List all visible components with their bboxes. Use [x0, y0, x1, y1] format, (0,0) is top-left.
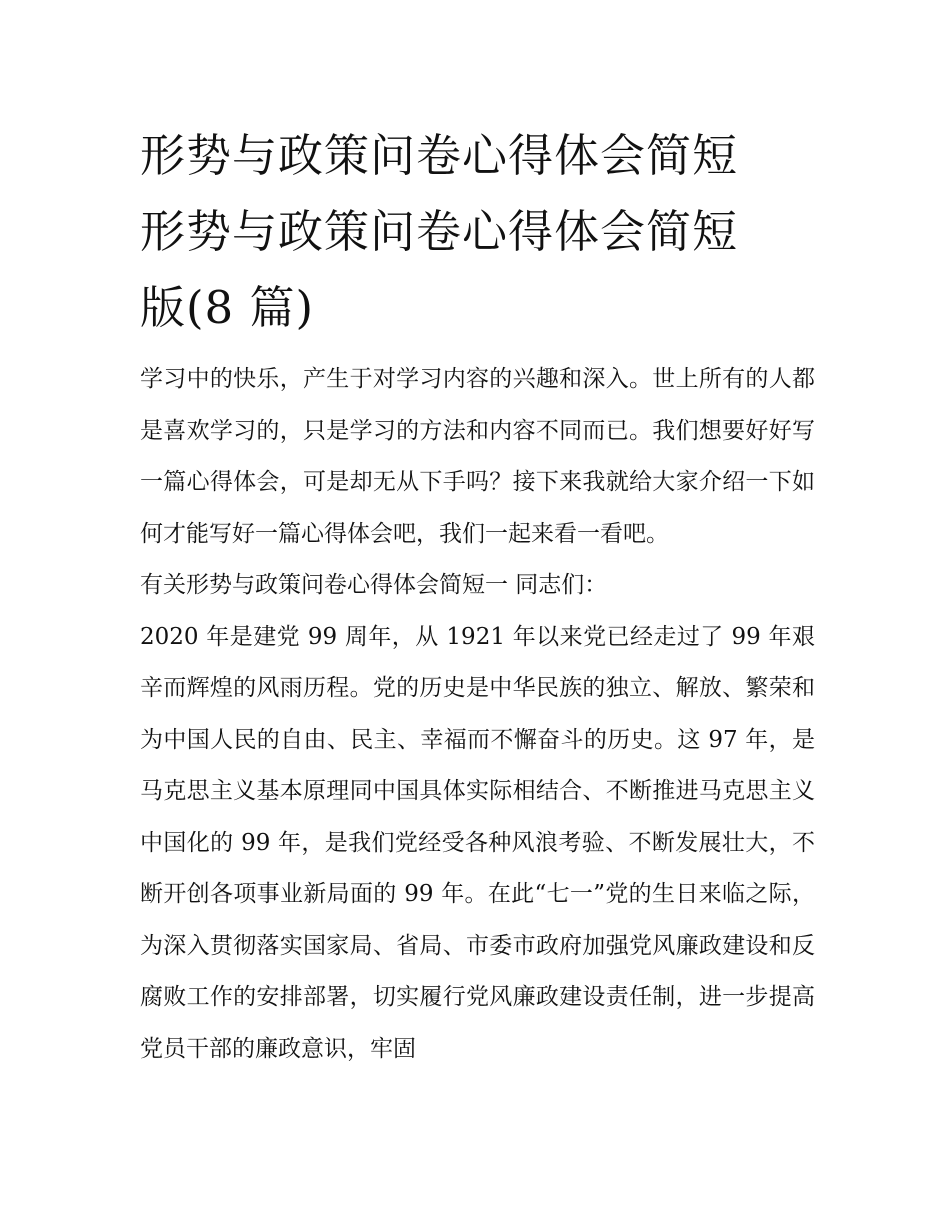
body-paragraph: 2020 年是建党 99 周年，从 1921 年以来党已经走过了 99 年艰辛而辉煌的风雨历程。党的历史是中华民族的独立、解放、繁荣和为中国人民的自由、民主、幸福而不懈奋斗的历史。这 97 年，是马克思主义基本原理同中国具体实际相结合、不断推进马克思主义中国化的 99 年，是我们党经受各种风浪考验、不断发展壮大，不断开创各项事业新局面的 99 年。在此“七一”党的生日来临之际，为深入贯彻落实国家局、省局、市委市政府加强党风廉政建设和反腐败工作的安排部署，切实履行党风廉政建设责任制，进一步提高党员干部的廉政意识，牢固: [140, 623, 815, 1062]
document-title: [140, 118, 815, 346]
section-heading-paragraph: 有关形势与政策问卷心得体会简短一 同志们：: [140, 572, 608, 598]
intro-paragraph: 学习中的快乐，产生于对学习内容的兴趣和深入。世上所有的人都是喜欢学习的，只是学习的方法和内容不同而已。我们想要好好写一篇心得体会，可是却无从下手吗？接下来我就给大家介绍一下如何才能写好一篇心得体会吧，我们一起来看一看吧。: [140, 366, 815, 547]
title-line-3: 版(8 篇): [140, 281, 315, 334]
title-line-2: 形势与政策问卷心得体会简短: [140, 205, 739, 258]
title-line-1: 形势与政策问卷心得体会简短: [140, 129, 739, 182]
document-page: [140, 118, 815, 1075]
